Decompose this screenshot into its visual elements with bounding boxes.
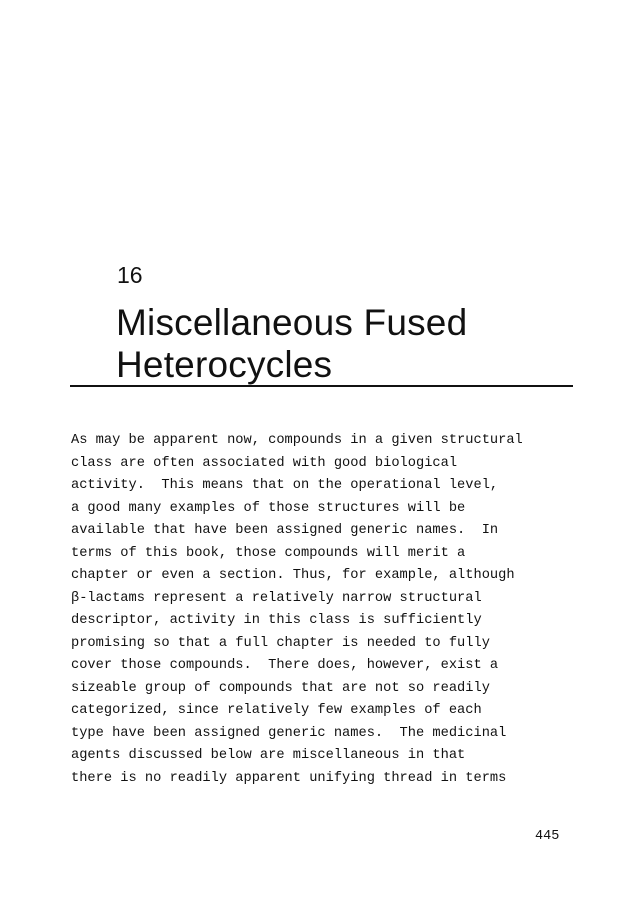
chapter-title-line-2: Heterocycles [116,344,333,385]
body-line: a good many examples of those structures will be [71,500,466,516]
body-line: descriptor, activity in this class is sufficiently [71,613,482,628]
body-line: activity. This means that on the operational level, [71,478,499,493]
body-line: agents discussed below are miscellaneous in that [71,748,466,763]
body-line: β-lactams represent a relatively narrow structural [71,590,482,606]
body-line: available that have been assigned generic names. In [71,523,499,538]
body-line: there is no readily apparent unifying thread in terms [71,770,507,786]
body-line: As may be apparent now, compounds in a given structural [71,433,523,448]
body-line: categorized, since relatively few examples of each [71,703,482,718]
body-line: cover those compounds. There does, however, exist a [71,658,499,673]
chapter-title-line-1: Miscellaneous Fused [116,302,468,343]
body-line: sizeable group of compounds that are not so readily [71,680,490,696]
title-rule [70,385,573,387]
body-paragraph [71,430,591,790]
chapter-title [116,302,467,386]
page-number: 445 [535,829,560,844]
body-line: class are often associated with good biological [71,455,458,471]
chapter-number: 16 [117,262,143,288]
body-line: terms of this book, those compounds will merit a [71,545,466,561]
body-line: chapter or even a section. Thus, for example, although [71,568,515,583]
body-line: promising so that a full chapter is needed to fully [71,635,490,651]
body-line: type have been assigned generic names. The medicinal [71,725,507,741]
